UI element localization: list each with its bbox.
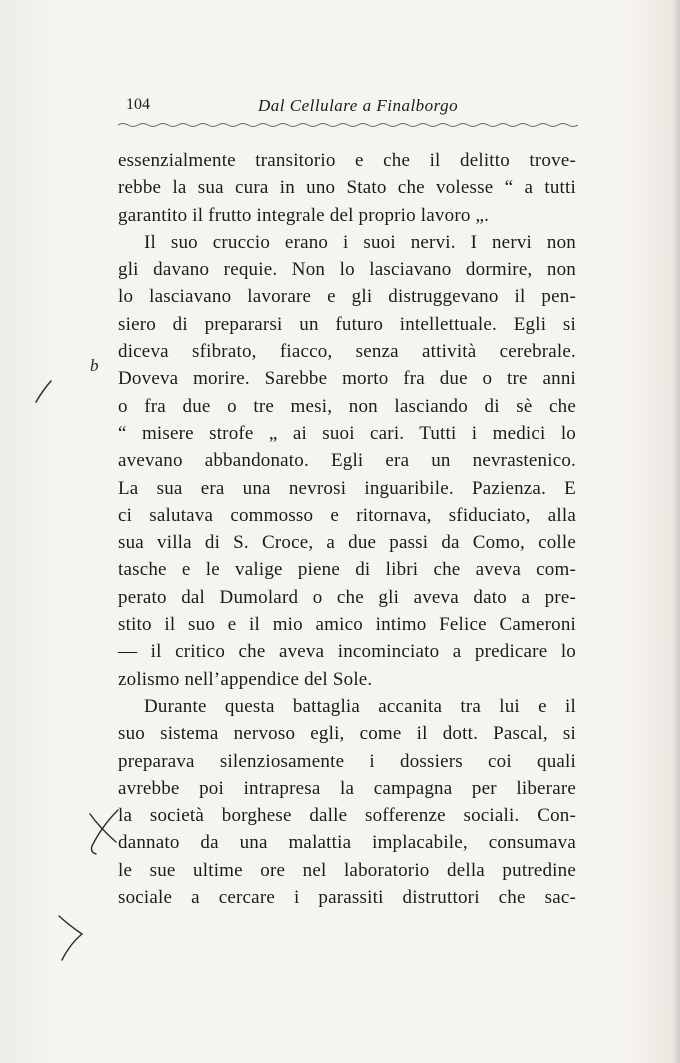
text-line: suo sistema nervoso egli, come il dott. Pascal, si (118, 723, 576, 745)
text-line: tasche e le valige piene di libri che aveva com- (118, 559, 576, 581)
text-line: la società borghese dalle sofferenze sociali. Con- (118, 805, 576, 827)
text-line: preparava silenziosamente i dossiers coi quali (118, 750, 576, 772)
text-line: ci salutava commosso e ritornava, sfiduciato, alla (118, 504, 576, 526)
text-line: — il critico che aveva incominciato a predicare lo (118, 641, 576, 663)
text-line: avevano abbandonato. Egli era un nevrastenico. (118, 450, 576, 472)
text-line: Doveva morire. Sarebbe morto fra due o tre anni (118, 368, 576, 390)
page-number: 104 (126, 96, 150, 113)
text-line: rebbe la sua cura in uno Stato che volesse “ a tutti (118, 177, 576, 199)
header-wavy-rule (118, 122, 578, 128)
text-line: essenzialmente transitorio e che il delitto trove- (118, 150, 576, 171)
text-line: zolismo nell’appendice del Sole. (118, 668, 373, 690)
margin-note-letter: b (90, 356, 99, 375)
pencil-cross-mark-icon (86, 806, 122, 864)
text-line: lo lasciavano lavorare e gli distruggevano il pen- (118, 286, 576, 308)
text-line: perato dal Dumolard o che gli aveva dato a pre- (118, 586, 576, 608)
text-line: Il suo cruccio erano i suoi nervi. I nervi non (144, 231, 576, 253)
paragraph-1 (118, 147, 576, 229)
text-line: gli davano requie. Non lo lasciavano dormire, non (118, 259, 576, 281)
text-line: avrebbe poi intrapresa la campagna per liberare (118, 777, 576, 799)
text-line: sociale a cercare i parassiti distruttori che sac- (118, 887, 576, 909)
paragraph-2 (118, 229, 576, 693)
text-line: dannato da una malattia implacabile, consumava (118, 832, 576, 854)
text-line: La sua era una nevrosi inguaribile. Pazienza. E (118, 477, 576, 499)
text-line: “ misere strofe „ ai suoi cari. Tutti i medici lo (118, 422, 576, 444)
text-line: siero di prepararsi un futuro intellettuale. Egli si (118, 313, 576, 335)
text-line: garantito il frutto integrale del proprio lavoro „. (118, 204, 490, 226)
text-line: stito il suo e il mio amico intimo Felice Cameroni (118, 614, 576, 636)
page-edge-shadow (672, 0, 680, 1063)
page-header (118, 92, 578, 122)
paragraph-3 (118, 693, 576, 911)
text-line: sua villa di S. Croce, a due passi da Como, colle (118, 532, 576, 554)
running-title: Dal Cellulare a Finalborgo (258, 96, 459, 115)
text-line: o fra due o tre mesi, non lasciando di sè che (118, 395, 576, 417)
text-line: diceva sfibrato, fiacco, senza attività cerebrale. (118, 341, 576, 363)
body-text (118, 147, 576, 911)
pencil-chevron-mark-icon (56, 912, 90, 964)
text-line: le sue ultime ore nel laboratorio della putredine (118, 859, 576, 881)
pencil-stroke-mark-icon (34, 378, 54, 404)
text-line: Durante questa battaglia accanita tra lui e il (144, 695, 576, 717)
